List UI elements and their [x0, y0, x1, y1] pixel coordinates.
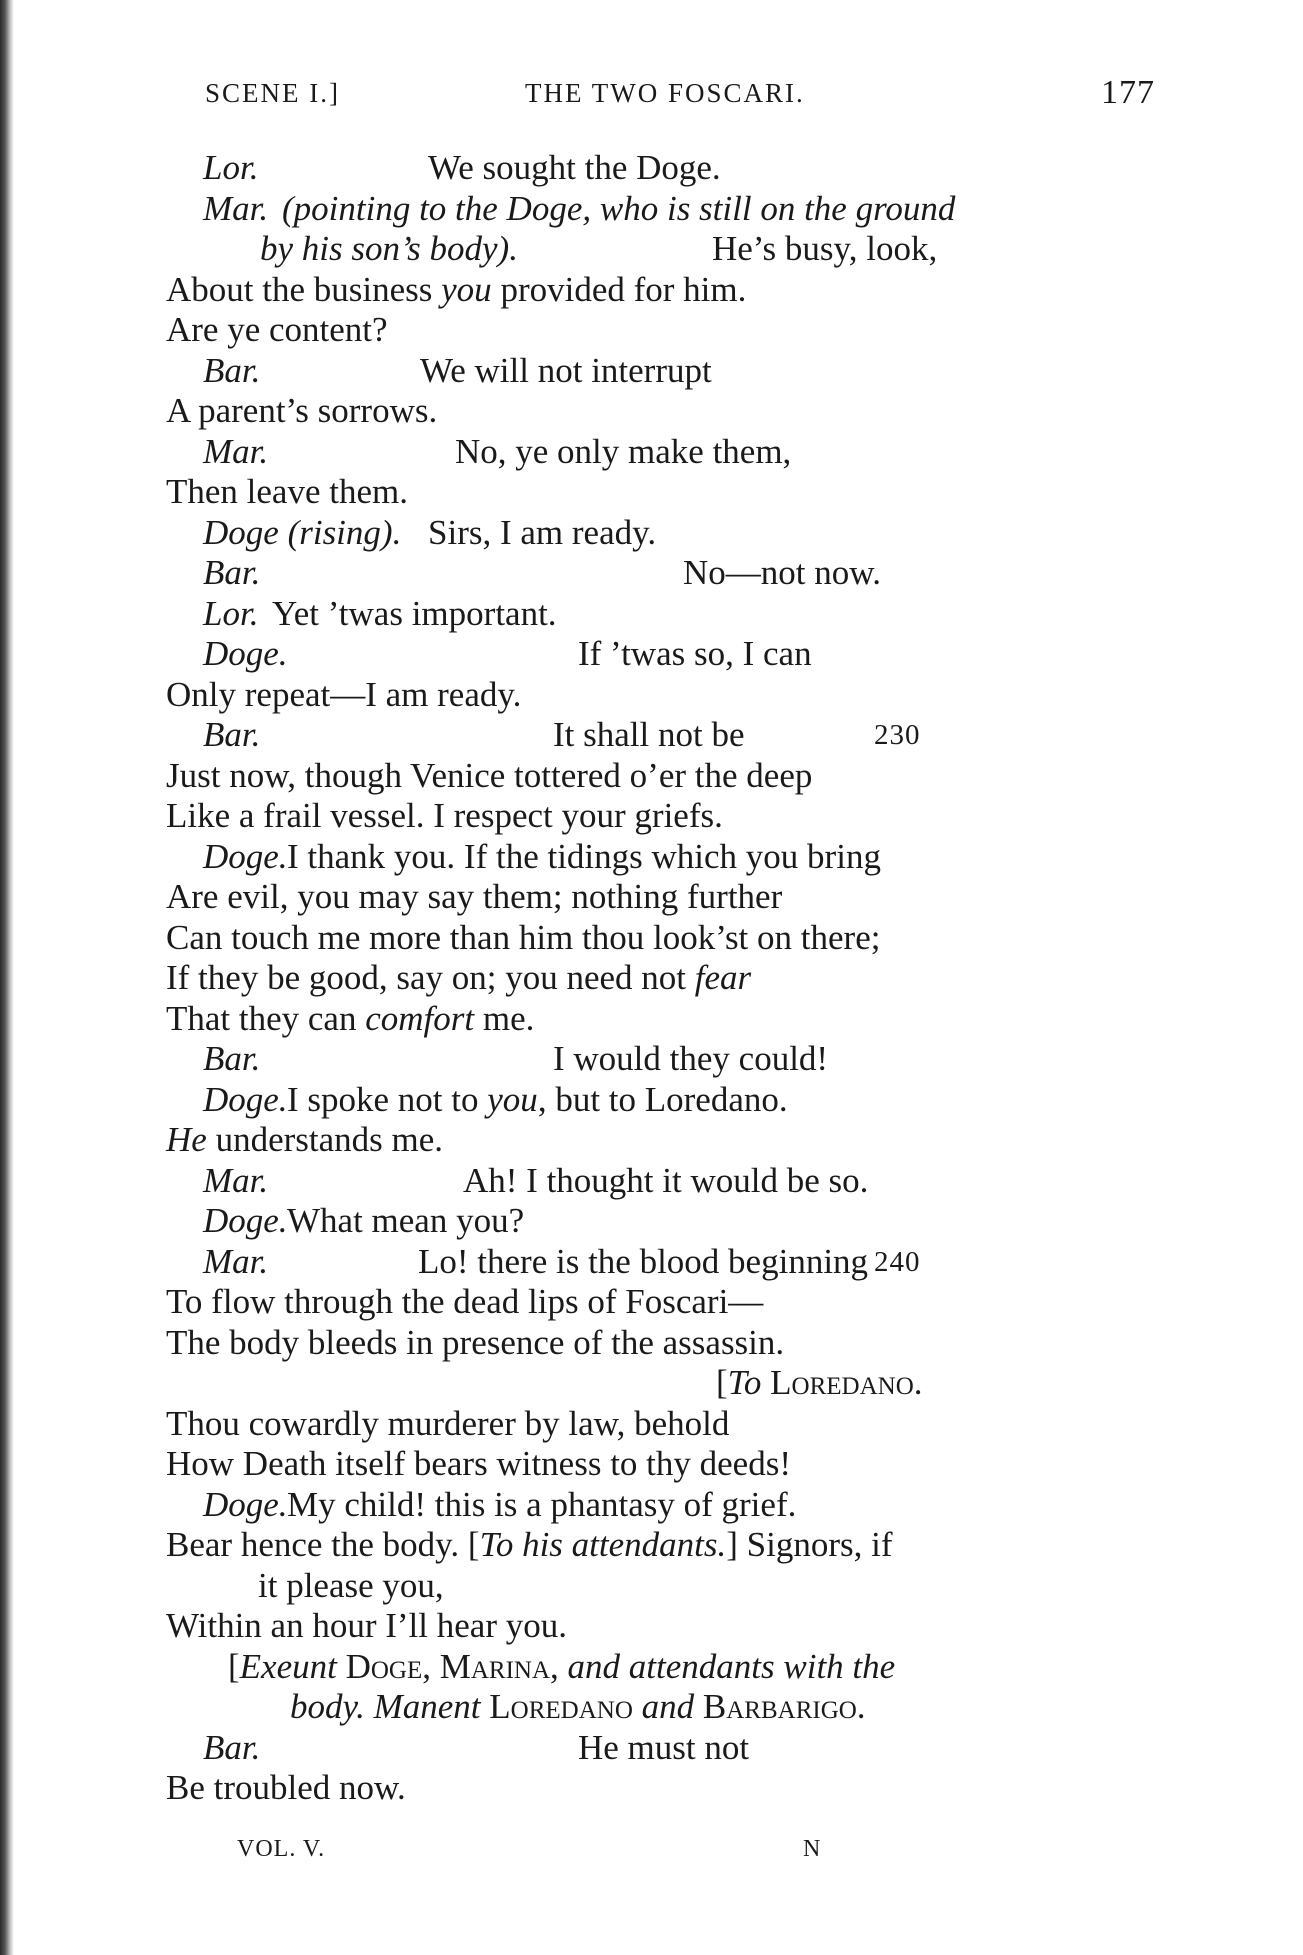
text-line	[0, 1161, 1303, 1202]
text-line	[0, 1728, 1303, 1769]
text-line	[0, 715, 1303, 756]
text-line	[0, 1606, 1303, 1647]
text-line	[0, 148, 1303, 189]
text-line	[0, 1404, 1303, 1445]
emphasis: you	[487, 1079, 538, 1119]
speaker: Doge.	[203, 1201, 288, 1240]
signature-mark: N	[803, 1836, 822, 1862]
line-text: I spoke not to	[287, 1079, 488, 1119]
line-text: My child! this is a phantasy of grief.	[287, 1484, 797, 1524]
speaker: Lor.	[203, 593, 259, 633]
stage-direction: (pointing to the Doge, who is still on the ground	[282, 188, 956, 228]
line-text: understands me.	[206, 1120, 444, 1159]
text-line	[0, 229, 1303, 270]
character-name: Barbarigo.	[702, 1687, 866, 1726]
line-text: I would they could!	[553, 1039, 829, 1078]
speaker: Mar.	[203, 1160, 269, 1200]
stage-direction: To	[727, 1363, 762, 1402]
speaker: Bar.	[203, 1727, 261, 1767]
text-line	[0, 513, 1303, 554]
text-line	[0, 675, 1303, 716]
text-line	[0, 1647, 1303, 1688]
line-text: It shall not be	[553, 715, 745, 754]
text-line	[0, 918, 1303, 959]
text-line	[0, 189, 1303, 230]
line-text: What mean you?	[287, 1201, 525, 1240]
line-text: Like a frail vessel. I respect your griefs.	[166, 796, 723, 835]
character-name: Loredano	[489, 1687, 633, 1726]
page-number: 177	[1101, 74, 1155, 111]
line-text: If ’twas so, I can	[578, 634, 812, 673]
stage-direction: and attendants with the	[567, 1646, 896, 1686]
text-line	[0, 594, 1303, 635]
text-line	[0, 1768, 1303, 1809]
speaker: Mar.	[203, 431, 269, 471]
line-text: He’s busy, look,	[712, 229, 938, 268]
line-number: 230	[874, 719, 921, 751]
stage-direction: Manent	[373, 1687, 481, 1726]
running-header	[205, 74, 1155, 118]
line-text: How Death itself bears witness to thy deeds!	[166, 1444, 791, 1483]
text-line	[0, 1242, 1303, 1283]
text-line	[0, 756, 1303, 797]
text-line	[0, 1120, 1303, 1161]
text-line	[0, 1282, 1303, 1323]
speaker: Bar.	[203, 715, 261, 754]
speaker: Doge	[203, 512, 279, 552]
emphasis: you	[441, 269, 492, 309]
text-line	[0, 472, 1303, 513]
text-line	[0, 553, 1303, 594]
text-line	[0, 1525, 1303, 1566]
line-text: We will not interrupt	[420, 350, 712, 390]
text-line	[0, 1080, 1303, 1121]
line-text: Are evil, you may say them; nothing further	[166, 877, 783, 916]
stage-direction: Exeunt	[239, 1646, 337, 1686]
stage-direction: and	[641, 1687, 695, 1726]
stage-direction: by his son’s body).	[260, 229, 518, 268]
header-scene: SCENE I.]	[205, 78, 340, 108]
text-line	[0, 432, 1303, 473]
line-text: Within an hour I’ll hear you.	[166, 1606, 567, 1645]
text-line	[0, 351, 1303, 392]
speaker: Bar.	[203, 350, 261, 390]
stage-direction: (rising).	[287, 512, 402, 552]
text-line	[0, 877, 1303, 918]
line-text: I thank you. If the tidings which you bring	[287, 836, 881, 876]
line-text: Then leave them.	[166, 472, 408, 511]
speaker: Doge.	[203, 1079, 288, 1119]
stage-direction: body.	[290, 1687, 365, 1726]
line-text: Only repeat—I am ready.	[166, 674, 522, 714]
text-line	[0, 1201, 1303, 1242]
emphasis: fear	[694, 958, 752, 997]
header-title: THE TWO FOSCARI.	[525, 78, 805, 108]
line-text: Can touch me more than him thou look’st on there;	[166, 917, 881, 957]
text-line	[0, 1687, 1303, 1728]
line-text: About the business	[166, 269, 442, 309]
text-line	[0, 391, 1303, 432]
bracket: [	[228, 1646, 240, 1686]
text-line	[0, 837, 1303, 878]
speaker: Mar.	[203, 1241, 269, 1281]
speaker: Doge.	[203, 634, 288, 673]
text-line	[0, 634, 1303, 675]
line-text: , but to Loredano.	[537, 1079, 788, 1119]
text-line	[0, 958, 1303, 999]
line-text: Thou cowardly murderer by law, behold	[166, 1403, 730, 1443]
line-number: 240	[874, 1245, 921, 1278]
bracket: [	[716, 1363, 728, 1402]
speaker: Lor.	[203, 148, 259, 187]
text-line	[0, 1444, 1303, 1485]
volume-signature: VOL. V.	[237, 1836, 326, 1862]
text-line	[0, 1363, 1303, 1404]
text-line	[0, 310, 1303, 351]
speaker: Bar.	[203, 1039, 261, 1078]
line-text: That they can	[166, 998, 366, 1038]
text-line	[0, 270, 1303, 311]
text-line	[0, 1323, 1303, 1364]
line-text: provided for him.	[491, 269, 747, 309]
line-text: Be troubled now.	[166, 1768, 406, 1807]
line-text: He must not	[578, 1727, 750, 1767]
line-text: If they be good, say on; you need not	[166, 958, 695, 997]
line-text: it please you,	[258, 1565, 444, 1605]
emphasis: comfort	[365, 998, 475, 1038]
speaker: Doge.	[203, 836, 288, 876]
line-text: No, ye only make them,	[455, 431, 792, 471]
line-text: Lo! there is the blood beginning	[418, 1241, 869, 1281]
line-text: Bear hence the body. [	[166, 1525, 480, 1564]
emphasis: He	[166, 1120, 207, 1159]
play-text	[0, 148, 1303, 1809]
line-text: A parent’s sorrows.	[166, 391, 438, 430]
line-text: Just now, though Venice tottered o’er the deep	[166, 755, 813, 795]
stage-direction: To his attendants.	[479, 1525, 727, 1564]
text-line	[0, 999, 1303, 1040]
line-text: Ah! I thought it would be so.	[463, 1160, 869, 1200]
line-text: The body bleeds in presence of the assassin.	[166, 1322, 785, 1362]
text-line	[0, 1485, 1303, 1526]
line-text: No—not now.	[683, 553, 882, 592]
line-text: Sirs, I am ready.	[428, 512, 657, 552]
text-line	[0, 796, 1303, 837]
speaker: Doge.	[203, 1484, 288, 1524]
text-line	[0, 1039, 1303, 1080]
character-names: Doge, Marina,	[345, 1646, 559, 1686]
line-text: ] Signors, if	[726, 1525, 893, 1564]
line-text: me.	[474, 998, 535, 1038]
speaker: Mar.	[203, 188, 269, 228]
line-text: Are ye content?	[166, 310, 388, 349]
character-name: Loredano.	[770, 1363, 923, 1402]
line-text: To flow through the dead lips of Foscari—	[166, 1282, 764, 1321]
line-text: Yet ’twas important.	[272, 593, 557, 633]
speaker: Bar.	[203, 553, 261, 592]
line-text: We sought the Doge.	[428, 148, 721, 187]
text-line	[0, 1566, 1303, 1607]
